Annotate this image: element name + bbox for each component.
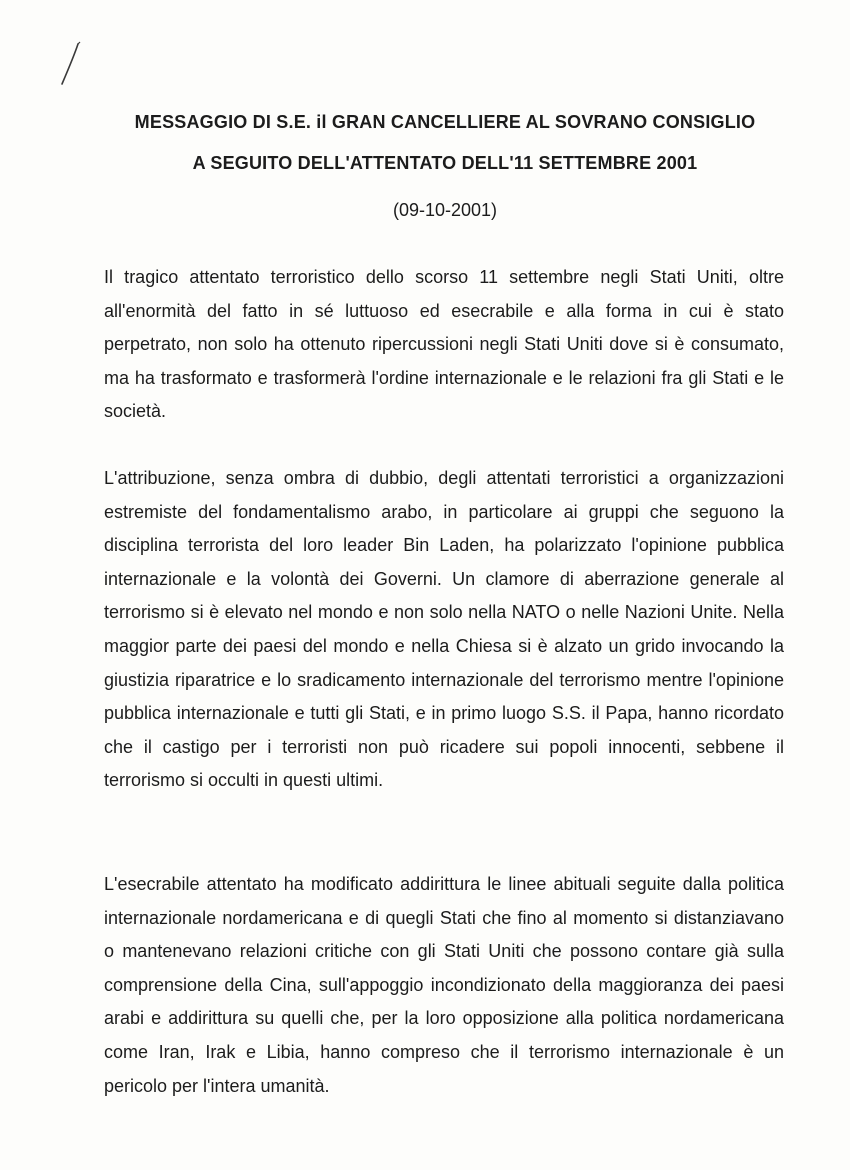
- paragraph-3: L'esecrabile attentato ha modificato addirittura le linee abituali seguite dalla politica internazionale nordamericana e di quegli Stati che fino al momento si distanziavano o mantenevano relazioni critiche con gli Stati Uniti che possono contare già sulla comprensione della Cina, sull'appoggio incondizionato della maggioranza dei paesi arabi e addirittura su quelli che, per la loro opposizione alla politica nordamericana come Iran, Irak e Libia, hanno compreso che il terrorismo internazionale è un pericolo per l'intera umanità.: [104, 874, 784, 1096]
- pen-stroke-mark: [56, 40, 86, 90]
- document-date: (09-10-2001): [392, 200, 498, 220]
- document-title-line-2: A SEGUITO DELL'ATTENTATO DELL'11 SETTEMBRE 2001: [192, 153, 698, 173]
- document-title-line-1: MESSAGGIO DI S.E. il GRAN CANCELLIERE AL SOVRANO CONSIGLIO: [134, 112, 756, 132]
- paragraph-2: L'attribuzione, senza ombra di dubbio, degli attentati terroristici a organizzazioni estremiste del fondamentalismo arabo, in particolare ai gruppi che seguono la disciplina terrorista del loro leader Bin Laden, ha polarizzato l'opinione pubblica internazionale e la volontà dei Governi. Un clamore di aberrazione generale al terrorismo si è elevato nel mondo e non solo nella NATO o nelle Nazioni Unite. Nella maggior parte dei paesi del mondo e nella Chiesa si è alzato un grido invocando la giustizia riparatrice e lo sradicamento internazionale del terrorismo mentre l'opinione pubblica internazionale e tutti gli Stati, e in primo luogo S.S. il Papa, hanno ricordato che il castigo per i terroristi non può ricadere sui popoli innocenti, sebbene il terrorismo si occulti in questi ultimi.: [104, 468, 784, 791]
- paragraph-1: Il tragico attentato terroristico dello scorso 11 settembre negli Stati Uniti, oltre all'enormità del fatto in sé luttuoso ed esecrabile e alla forma in cui è stato perpetrato, non solo ha ottenuto ripercussioni negli Stati Uniti dove si è consumato, ma ha trasformato e trasformerà l'ordine internazionale e le relazioni fra gli Stati e le società.: [104, 267, 784, 422]
